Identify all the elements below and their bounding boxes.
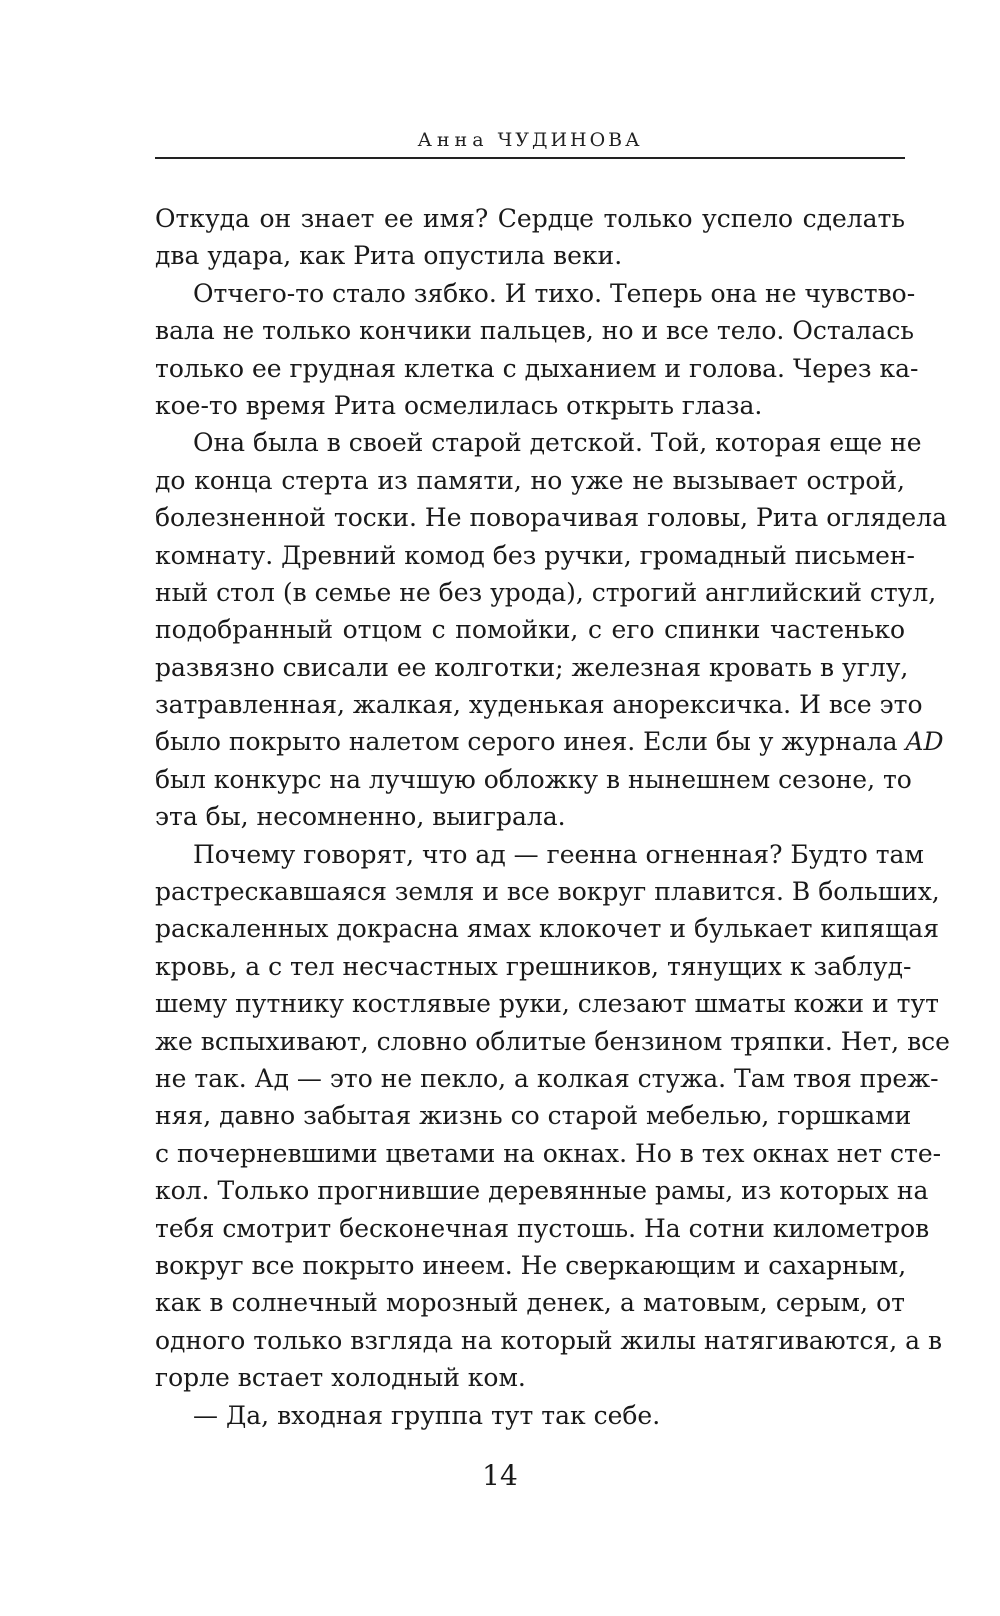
text-line: развязно свисали ее колготки; железная кровать в углу, — [155, 652, 909, 682]
text-line: шему путнику костлявые руки, слезают шматы кожи и тут — [155, 989, 940, 1019]
text-line: кровь, а с тел несчастных грешников, тянущих к заблуд- — [155, 951, 912, 981]
text-line: два удара, как Рита опустила веки. — [155, 241, 623, 271]
text-line: не так. Ад — это не пекло, а колкая стужа. Там твоя преж- — [155, 1063, 939, 1093]
text-line: одного только взгляда на который жилы натягиваются, а в — [155, 1325, 943, 1355]
text-line-segment: было покрыто налетом серого инея. Если бы у журнала — [155, 727, 898, 757]
text-line: няя, давно забытая жизнь со старой мебелью, горшками — [155, 1101, 912, 1131]
author-last-name: ЧУДИНОВА — [497, 129, 643, 151]
page-number: 14 — [482, 1459, 518, 1492]
text-line: тебя смотрит бесконечная пустошь. На сотни километров — [155, 1213, 930, 1243]
body-text — [155, 200, 950, 1434]
text-line: — Да, входная группа тут так себе. — [193, 1400, 661, 1430]
text-line: подобранный отцом с помойки, с его спинки частенько — [155, 615, 905, 645]
text-line: кол. Только прогнившие деревянные рамы, из которых на — [155, 1176, 929, 1206]
text-line: кое-то время Рита осмелилась открыть глаза. — [155, 390, 763, 420]
magazine-abbrev: AD — [905, 727, 944, 757]
text-line: растрескавшаяся земля и все вокруг плавится. В больших, — [155, 877, 940, 907]
text-line: как в солнечный морозный денек, а матовым, серым, от — [155, 1288, 905, 1318]
running-head — [155, 129, 905, 151]
text-line: был конкурс на лучшую обложку в нынешнем сезоне, то — [155, 764, 912, 794]
text-line: затравленная, жалкая, худенькая анорексичка. И все это — [155, 690, 923, 720]
text-line: Отчего-то стало зябко. И тихо. Теперь она не чувство- — [193, 278, 916, 308]
text-line: с почерневшими цветами на окнах. Но в тех окнах нет сте- — [155, 1138, 942, 1168]
text-line: ный стол (в семье не без урода), строгий английский стул, — [155, 577, 937, 607]
text-line-with-abbrev — [155, 723, 944, 760]
header-rule — [155, 157, 905, 159]
text-line: болезненной тоски. Не поворачивая головы, Рита оглядела — [155, 503, 947, 533]
text-line: раскаленных докрасна ямах клокочет и булькает кипящая — [155, 914, 939, 944]
text-line: вокруг все покрыто инеем. Не сверкающим и сахарным, — [155, 1250, 907, 1280]
text-line: эта бы, несомненно, выиграла. — [155, 802, 566, 832]
text-line: до конца стерта из памяти, но уже не вызывает острой, — [155, 465, 905, 495]
text-line: же вспыхивают, словно облитые бензином тряпки. Нет, все — [155, 1026, 950, 1056]
text-line: комнату. Древний комод без ручки, громадный письмен- — [155, 540, 915, 570]
text-line: вала не только кончики пальцев, но и все тело. Осталась — [155, 316, 914, 346]
text-line: Откуда он знает ее имя? Сердце только успело сделать — [155, 204, 905, 233]
text-line: Почему говорят, что ад — геенна огненная? Будто там — [193, 839, 924, 869]
text-line: Она была в своей старой детской. Той, которая еще не — [193, 428, 922, 458]
author-first-name: Анна — [417, 129, 489, 151]
text-line: только ее грудная клетка с дыханием и голова. Через ка- — [155, 353, 919, 383]
text-line: горле встает холодный ком. — [155, 1363, 526, 1393]
